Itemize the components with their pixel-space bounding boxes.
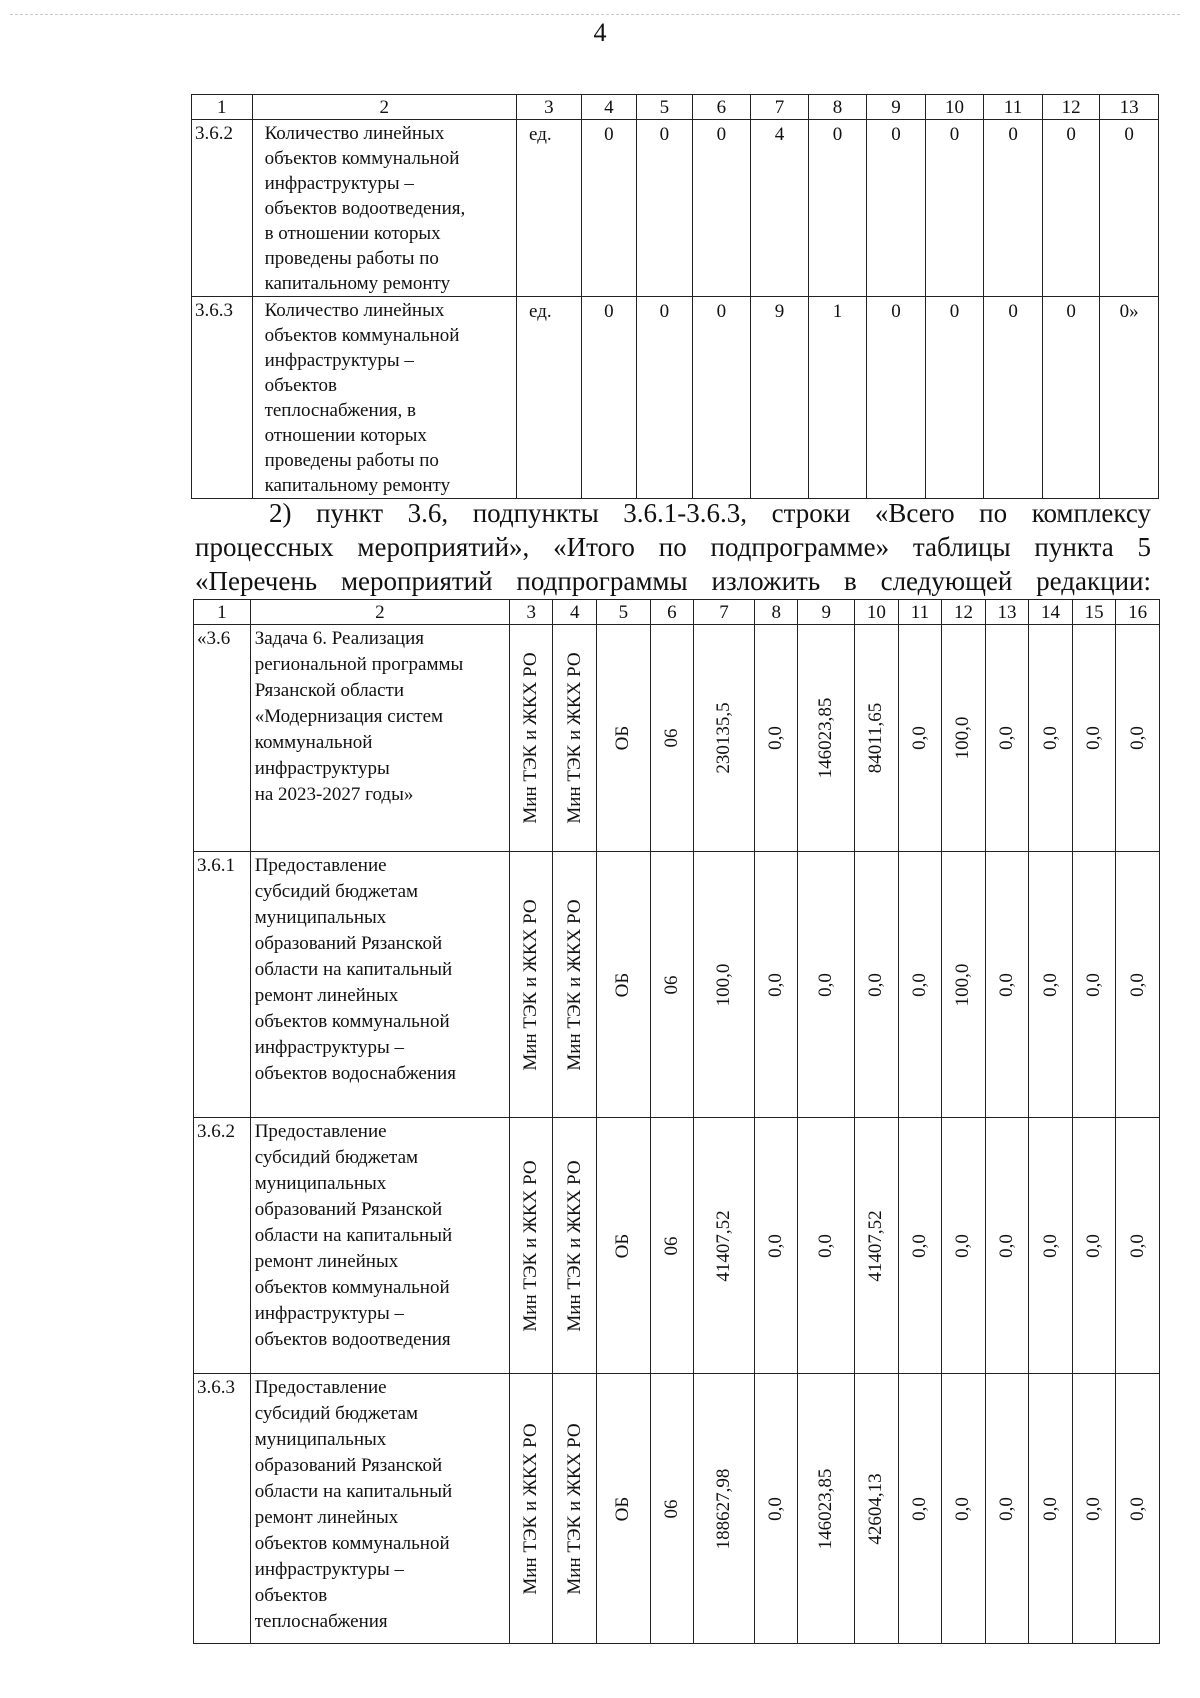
value-text: 42604,13 xyxy=(865,1472,887,1545)
value-text: 41407,52 xyxy=(865,1209,887,1282)
value-text: 0,0 xyxy=(908,1496,930,1521)
executor-cell xyxy=(509,852,553,1118)
value-text: 0,0 xyxy=(1039,972,1061,997)
name-line: отношении которых xyxy=(264,425,427,446)
header-cell: 1 xyxy=(194,600,251,625)
header-cell: 11 xyxy=(898,600,942,625)
value-cell xyxy=(898,1374,942,1644)
value-cell xyxy=(942,1374,986,1644)
value-text: 0,0 xyxy=(1039,1233,1061,1258)
value-cell xyxy=(985,1374,1029,1644)
value-cell: 0 xyxy=(581,297,637,499)
value-text: 0,0 xyxy=(1083,726,1105,750)
value-cell: 1 xyxy=(808,297,867,499)
value-text: 0,0 xyxy=(765,972,787,997)
header-cell: 5 xyxy=(637,95,693,120)
executor-text: Мин ТЭК и ЖКХ РО xyxy=(563,1422,585,1595)
value-cell: 0 xyxy=(1100,120,1159,297)
value-text: 146023,85 xyxy=(815,1468,837,1549)
code-text: 06 xyxy=(660,1499,682,1518)
value-cell: 0 xyxy=(984,297,1043,499)
value-text: 84011,65 xyxy=(865,702,887,774)
value-cell: 0 xyxy=(808,120,867,297)
header-cell: 11 xyxy=(984,95,1043,120)
amendment-paragraph xyxy=(195,496,1151,598)
value-cell xyxy=(1116,1118,1160,1374)
value-text: 0,0 xyxy=(996,1233,1018,1258)
row-unit: ед. xyxy=(517,120,582,297)
name-line: на 2023-2027 годы» xyxy=(254,784,414,805)
header-cell: 4 xyxy=(553,600,597,625)
value-cell: 0 xyxy=(867,297,926,499)
name-line: объектов коммунальной xyxy=(264,325,460,346)
header-cell: 5 xyxy=(596,600,650,625)
name-line: теплоснабжения xyxy=(254,1611,388,1632)
name-line: муниципальных xyxy=(254,907,387,928)
paragraph-line: «Перечень мероприятий подпрограммы изложить в следующей редакции: xyxy=(195,566,1151,596)
row-name xyxy=(250,1118,509,1374)
header-cell: 1 xyxy=(192,95,253,120)
value-text: 0,0 xyxy=(1126,1496,1148,1521)
executor-cell xyxy=(509,625,553,852)
value-cell xyxy=(1072,625,1116,852)
name-line: в отношении которых xyxy=(264,223,441,244)
name-line: объектов xyxy=(254,1585,328,1606)
header-cell: 10 xyxy=(855,600,899,625)
code-text: 06 xyxy=(660,1236,682,1255)
row-code: 3.6.1 xyxy=(194,852,251,1118)
header-cell: 6 xyxy=(650,600,694,625)
value-cell xyxy=(754,1374,798,1644)
name-line: инфраструктуры – xyxy=(264,350,414,371)
value-text: 0,0 xyxy=(815,972,837,997)
value-cell xyxy=(985,852,1029,1118)
value-cell xyxy=(855,1374,899,1644)
name-line: Предоставление xyxy=(254,855,387,876)
name-line: инфраструктуры – xyxy=(254,1303,405,1324)
value-cell: 4 xyxy=(751,120,809,297)
value-text: 0,0 xyxy=(908,1233,930,1258)
name-line: субсидий бюджетам xyxy=(254,1403,419,1424)
name-line: муниципальных xyxy=(254,1429,387,1450)
value-text: 100,0 xyxy=(713,963,735,1006)
source-text: ОБ xyxy=(612,1233,634,1258)
value-text: 0,0 xyxy=(996,972,1018,997)
executor-text: Мин ТЭК и ЖКХ РО xyxy=(520,652,542,824)
name-line: капитальному ремонту xyxy=(264,273,451,294)
header-cell: 8 xyxy=(754,600,798,625)
paragraph-line: процессных мероприятий», «Итого по подпрограмме» таблицы пункта 5 xyxy=(195,532,1151,562)
name-line: инфраструктуры xyxy=(254,758,390,779)
header-cell: 9 xyxy=(798,600,855,625)
row-unit: ед. xyxy=(517,297,582,499)
paragraph-line: 2) пункт 3.6, подпункты 3.6.1-3.6.3, строки «Всего по комплексу xyxy=(269,498,1151,528)
name-line: Предоставление xyxy=(254,1377,387,1398)
executor-cell xyxy=(509,1374,553,1644)
header-cell: 9 xyxy=(867,95,926,120)
value-cell xyxy=(1116,1374,1160,1644)
value-cell xyxy=(1029,1118,1073,1374)
value-text: 0,0 xyxy=(952,1233,974,1258)
executor-cell xyxy=(509,1118,553,1374)
header-cell: 15 xyxy=(1072,600,1116,625)
name-line: ремонт линейных xyxy=(254,985,399,1006)
value-cell: 9 xyxy=(751,297,809,499)
value-text: 0,0 xyxy=(1126,726,1148,750)
value-cell xyxy=(1029,625,1073,852)
value-cell xyxy=(1029,852,1073,1118)
value-cell xyxy=(1116,625,1160,852)
name-line: проведены работы по xyxy=(264,450,439,471)
value-cell xyxy=(1116,852,1160,1118)
name-line: региональной программы xyxy=(254,654,464,675)
row-code: 3.6.2 xyxy=(194,1118,251,1374)
value-cell xyxy=(942,852,986,1118)
table-row xyxy=(194,1118,1160,1374)
value-cell: 0 xyxy=(581,120,637,297)
code-text: 06 xyxy=(660,975,682,994)
value-text: 0,0 xyxy=(908,972,930,997)
value-cell xyxy=(754,852,798,1118)
value-text: 0,0 xyxy=(765,726,787,750)
table-row xyxy=(192,297,1159,499)
table-row xyxy=(194,1374,1160,1644)
name-line: субсидий бюджетам xyxy=(254,1147,419,1168)
value-text: 0,0 xyxy=(815,1233,837,1258)
row-name xyxy=(252,297,516,499)
page-number: 4 xyxy=(593,18,607,47)
value-text: 0,0 xyxy=(996,726,1018,750)
table-row xyxy=(194,625,1160,852)
value-cell: 0 xyxy=(925,120,984,297)
row-code: 3.6.3 xyxy=(192,297,253,499)
name-line: образований Рязанской xyxy=(254,1199,443,1220)
header-cell: 3 xyxy=(509,600,553,625)
measures-table-header xyxy=(194,600,1160,625)
row-name xyxy=(250,625,509,852)
source-cell xyxy=(596,1374,650,1644)
value-text: 0,0 xyxy=(1126,1233,1148,1258)
header-cell: 7 xyxy=(751,95,809,120)
value-cell xyxy=(1072,1118,1116,1374)
header-cell: 4 xyxy=(581,95,637,120)
code-cell xyxy=(650,1118,694,1374)
header-cell: 6 xyxy=(692,95,751,120)
name-line: образований Рязанской xyxy=(254,1455,443,1476)
code-cell xyxy=(650,1374,694,1644)
name-line: образований Рязанской xyxy=(254,933,443,954)
name-line: объектов коммунальной xyxy=(254,1277,450,1298)
header-cell: 2 xyxy=(250,600,509,625)
value-text: 0,0 xyxy=(952,1496,974,1521)
name-line: коммунальной xyxy=(254,732,373,753)
row-code: 3.6.3 xyxy=(194,1374,251,1644)
header-cell: 13 xyxy=(1100,95,1159,120)
name-line: Предоставление xyxy=(254,1121,387,1142)
name-line: инфраструктуры – xyxy=(254,1037,405,1058)
executor-cell xyxy=(553,1374,597,1644)
name-line: объектов водоотведения, xyxy=(264,198,466,219)
value-cell xyxy=(855,852,899,1118)
value-text: 100,0 xyxy=(952,716,974,760)
value-text: 0,0 xyxy=(1083,972,1105,997)
executor-text: Мин ТЭК и ЖКХ РО xyxy=(563,1159,585,1332)
executor-cell xyxy=(553,625,597,852)
row-name xyxy=(250,1374,509,1644)
value-cell xyxy=(942,625,986,852)
value-cell xyxy=(694,625,755,852)
value-cell: 0 xyxy=(692,297,751,499)
name-line: ремонт линейных xyxy=(254,1251,399,1272)
executor-cell xyxy=(553,1118,597,1374)
name-line: Количество линейных xyxy=(264,300,445,321)
value-cell: 0 xyxy=(637,120,693,297)
value-cell xyxy=(1072,852,1116,1118)
indicators-table-header xyxy=(192,95,1159,120)
scan-artifact-line xyxy=(10,14,1180,15)
value-text: 41407,52 xyxy=(713,1209,735,1282)
header-cell: 7 xyxy=(694,600,755,625)
value-text: 0,0 xyxy=(996,1496,1018,1521)
name-line: субсидий бюджетам xyxy=(254,881,419,902)
code-text: 06 xyxy=(660,728,682,748)
value-cell: 0» xyxy=(1100,297,1159,499)
name-line: объектов коммунальной xyxy=(254,1011,450,1032)
name-line: объектов коммунальной xyxy=(264,148,460,169)
value-cell xyxy=(754,625,798,852)
value-text: 0,0 xyxy=(1039,726,1061,750)
value-cell xyxy=(898,852,942,1118)
header-cell: 12 xyxy=(942,600,986,625)
code-cell xyxy=(650,625,694,852)
value-text: 0,0 xyxy=(1126,972,1148,997)
value-cell: 0 xyxy=(984,120,1043,297)
code-cell xyxy=(650,852,694,1118)
value-cell xyxy=(694,852,755,1118)
value-text: 0,0 xyxy=(1039,1496,1061,1521)
source-cell xyxy=(596,625,650,852)
value-text: 0,0 xyxy=(765,1496,787,1521)
row-name xyxy=(250,852,509,1118)
value-text: 0,0 xyxy=(908,726,930,750)
name-line: Рязанской области xyxy=(254,680,405,701)
name-line: капитальному ремонту xyxy=(264,475,451,496)
value-cell xyxy=(898,1118,942,1374)
table-row xyxy=(194,852,1160,1118)
header-cell: 8 xyxy=(808,95,867,120)
value-cell xyxy=(754,1118,798,1374)
name-line: области на капитальный xyxy=(254,1225,453,1246)
name-line: объектов водоснабжения xyxy=(254,1063,456,1084)
executor-text: Мин ТЭК и ЖКХ РО xyxy=(563,652,585,824)
value-cell: 0 xyxy=(867,120,926,297)
value-cell xyxy=(942,1118,986,1374)
value-cell xyxy=(694,1374,755,1644)
source-text: ОБ xyxy=(612,1496,634,1521)
value-cell: 0 xyxy=(1042,120,1100,297)
value-text: 0,0 xyxy=(865,972,887,997)
row-code: 3.6.2 xyxy=(192,120,253,297)
executor-cell xyxy=(553,852,597,1118)
executor-text: Мин ТЭК и ЖКХ РО xyxy=(520,1422,542,1595)
value-cell xyxy=(798,1118,855,1374)
name-line: муниципальных xyxy=(254,1173,387,1194)
header-cell: 16 xyxy=(1116,600,1160,625)
value-cell xyxy=(855,1118,899,1374)
name-line: объектов xyxy=(264,375,338,396)
value-cell xyxy=(985,625,1029,852)
name-line: инфраструктуры – xyxy=(264,173,414,194)
table-row xyxy=(192,120,1159,297)
name-line: объектов водоотведения xyxy=(254,1329,451,1350)
name-line: инфраструктуры – xyxy=(254,1559,405,1580)
name-line: области на капитальный xyxy=(254,1481,453,1502)
executor-text: Мин ТЭК и ЖКХ РО xyxy=(563,898,585,1071)
value-cell xyxy=(1029,1374,1073,1644)
executor-text: Мин ТЭК и ЖКХ РО xyxy=(520,898,542,1071)
name-line: проведены работы по xyxy=(264,248,439,269)
name-line: Задача 6. Реализация xyxy=(254,628,424,649)
value-cell: 0 xyxy=(925,297,984,499)
header-cell: 13 xyxy=(985,600,1029,625)
value-cell xyxy=(898,625,942,852)
value-cell xyxy=(798,1374,855,1644)
value-cell: 0 xyxy=(1042,297,1100,499)
source-text: ОБ xyxy=(612,725,634,751)
name-line: объектов коммунальной xyxy=(254,1533,450,1554)
value-text: 0,0 xyxy=(1083,1233,1105,1258)
name-line: области на капитальный xyxy=(254,959,453,980)
name-line: ремонт линейных xyxy=(254,1507,399,1528)
header-cell: 14 xyxy=(1029,600,1073,625)
value-text: 230135,5 xyxy=(713,702,735,774)
header-cell: 3 xyxy=(517,95,582,120)
value-text: 188627,98 xyxy=(713,1468,735,1549)
source-text: ОБ xyxy=(612,972,634,997)
value-cell xyxy=(1072,1374,1116,1644)
row-code: «3.6 xyxy=(194,625,251,852)
name-line: «Модернизация систем xyxy=(254,706,444,727)
value-text: 100,0 xyxy=(952,963,974,1006)
indicators-table xyxy=(191,94,1159,499)
executor-text: Мин ТЭК и ЖКХ РО xyxy=(520,1159,542,1332)
value-cell xyxy=(694,1118,755,1374)
value-cell xyxy=(798,625,855,852)
header-cell: 2 xyxy=(252,95,516,120)
row-name xyxy=(252,120,516,297)
name-line: теплоснабжения, в xyxy=(264,400,417,421)
value-cell xyxy=(798,852,855,1118)
value-text: 0,0 xyxy=(765,1233,787,1258)
value-cell: 0 xyxy=(637,297,693,499)
measures-table xyxy=(193,599,1160,1644)
value-cell xyxy=(985,1118,1029,1374)
header-cell: 10 xyxy=(925,95,984,120)
value-text: 146023,85 xyxy=(815,697,837,779)
value-cell: 0 xyxy=(692,120,751,297)
source-cell xyxy=(596,852,650,1118)
name-line: Количество линейных xyxy=(264,123,445,144)
source-cell xyxy=(596,1118,650,1374)
value-cell xyxy=(855,625,899,852)
value-text: 0,0 xyxy=(1083,1496,1105,1521)
header-cell: 12 xyxy=(1042,95,1100,120)
